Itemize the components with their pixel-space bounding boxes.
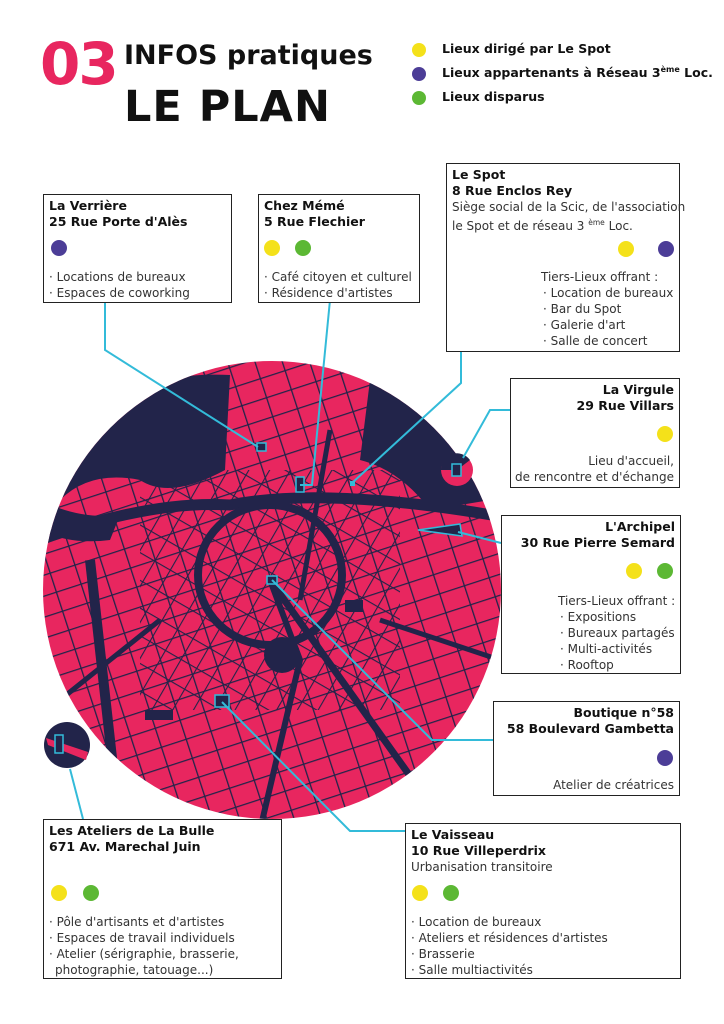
place-intro: Tiers-Lieux offrant : xyxy=(541,270,659,284)
place-description: Lieu d'accueil, xyxy=(588,454,674,468)
place-card-boutique xyxy=(493,701,680,796)
place-card-virgule xyxy=(510,378,680,488)
yellow-dot-icon xyxy=(657,426,673,442)
place-services: · Expositions · Bureaux partagés · Multi-activités · Rooftop xyxy=(560,609,675,673)
yellow-dot-icon xyxy=(264,240,280,256)
place-card-spot xyxy=(446,163,686,352)
place-card-meme xyxy=(258,194,420,303)
place-description: Urbanisation transitoire xyxy=(411,860,553,874)
green-dot-icon xyxy=(295,240,311,256)
place-address: 25 Rue Porte d'Alès xyxy=(49,214,188,229)
section-number: 03 xyxy=(40,30,117,98)
place-description: Siège social de la Scic, de l'association xyxy=(452,200,686,214)
page-title: INFOS pratiques xyxy=(124,40,373,71)
yellow-dot-icon xyxy=(412,885,428,901)
yellow-dot-icon xyxy=(626,563,642,579)
place-name: Les Ateliers de La Bulle xyxy=(49,823,215,838)
place-address: 671 Av. Marechal Juin xyxy=(49,839,201,854)
place-card-vaisseau xyxy=(405,823,681,979)
place-services-continued: photographie, tatouage...) xyxy=(55,963,214,977)
place-name: Chez Mémé xyxy=(264,198,345,213)
place-name: La Verrière xyxy=(49,198,127,213)
place-name: Le Vaisseau xyxy=(411,827,495,842)
page-subtitle: LE PLAN xyxy=(124,82,331,132)
place-address: 30 Rue Pierre Semard xyxy=(520,535,675,550)
purple-dot-icon xyxy=(658,241,674,257)
place-name: Le Spot xyxy=(452,167,506,182)
legend-label: Lieux dirigé par Le Spot xyxy=(442,41,611,56)
place-card-verriere xyxy=(43,194,232,303)
legend-label: Lieux disparus xyxy=(442,89,545,104)
verriere-marker-icon xyxy=(257,443,266,451)
yellow-dot-icon xyxy=(618,241,634,257)
place-services: · Location de bureaux · Ateliers et résidences d'artistes · Brasserie · Salle multiactivités xyxy=(411,914,608,978)
green-dot-icon xyxy=(83,885,99,901)
place-services: · Café citoyen et culturel · Résidence d'artistes xyxy=(264,269,412,301)
place-services: · Location de bureaux · Bar du Spot · Galerie d'art · Salle de concert xyxy=(543,285,673,349)
place-intro: Tiers-Lieux offrant : xyxy=(558,594,676,608)
place-name: Boutique n°58 xyxy=(573,705,674,720)
legend-label: Lieux appartenants à Réseau 3ème Loc. xyxy=(442,65,713,81)
green-dot-icon xyxy=(443,885,459,901)
place-services: · Locations de bureaux · Espaces de coworking xyxy=(49,269,190,301)
place-name: L'Archipel xyxy=(605,519,675,534)
place-address: 10 Rue Villeperdrix xyxy=(411,843,546,858)
place-address: 29 Rue Villars xyxy=(576,398,674,413)
place-card-bulle xyxy=(43,819,282,979)
place-name: La Virgule xyxy=(602,382,674,397)
place-address: 5 Rue Flechier xyxy=(264,214,365,229)
place-address: 58 Boulevard Gambetta xyxy=(506,721,674,736)
place-description: Atelier de créatrices xyxy=(553,778,674,792)
place-services: · Pôle d'artisants et d'artistes · Espaces de travail individuels · Atelier (sérigraphie, brasserie, xyxy=(49,914,239,962)
place-description: le Spot et de réseau 3 $^{ème}$ Loc. xyxy=(452,218,633,233)
green-dot-icon xyxy=(657,563,673,579)
vaisseau-marker-icon xyxy=(215,695,229,707)
place-address: 8 Rue Enclos Rey xyxy=(452,183,573,198)
purple-dot-icon xyxy=(657,750,673,766)
purple-dot-icon xyxy=(51,240,67,256)
place-description: de rencontre et d'échange xyxy=(515,470,674,484)
place-card-archipel xyxy=(501,515,681,674)
yellow-dot-icon xyxy=(51,885,67,901)
